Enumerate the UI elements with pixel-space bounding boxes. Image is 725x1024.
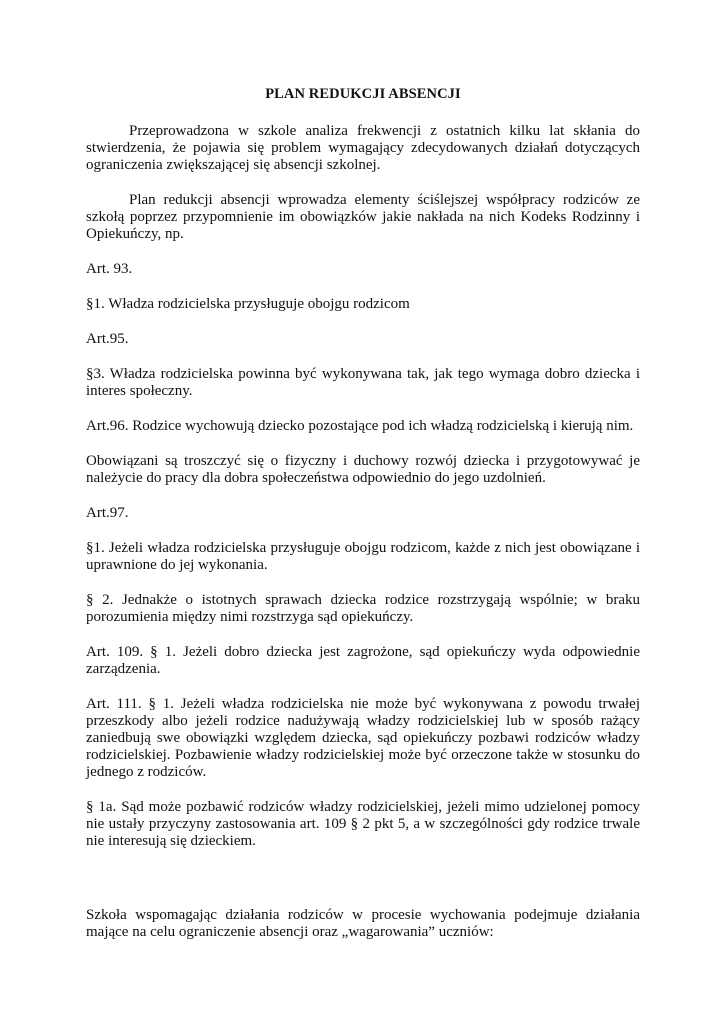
vertical-spacer [86, 868, 640, 907]
document-page [86, 86, 640, 959]
paragraph-plan: Plan redukcji absencji wprowadza elementy ściślejszej współpracy rodziców ze szkołą poprzez przypomnienie im obowiązków jakie nakłada na nich Kodeks Rodzinny i Opiekuńczy, np. [86, 192, 640, 242]
paragraph-intro: Przeprowadzona w szkole analiza frekwencji z ostatnich kilku lat skłania do stwierdzenia, że pojawia się problem wymagający zdecydowanych działań dotyczących ograniczenia zwiększającej się absencji szkolnej. [86, 123, 640, 173]
article-97-section-2: § 2. Jednakże o istotnych sprawach dziecka rodzice rozstrzygają wspólnie; w braku porozumienia między nimi rozstrzyga sąd opiekuńczy. [86, 592, 640, 625]
article-heading-93: Art. 93. [86, 261, 133, 277]
paragraph-school-actions: Szkoła wspomagając działania rodziców w procesie wychowania podejmuje działania mające na celu ograniczenie absencji oraz „wagarowania” uczniów: [86, 907, 640, 940]
article-111: Art. 111. § 1. Jeżeli władza rodzicielska nie może być wykonywana z powodu trwałej przeszkody albo jeżeli rodzice nadużywają władzy rodzicielskiej lub w sposób rażący zaniedbują swe obowiązki względem dziecka, sąd opiekuńczy pozbawi rodziców władzy rodzicielskiej. Pozbawienie władzy rodzicielskiej może być orzeczone także w stosunku do jednego z rodziców. [86, 696, 640, 780]
article-heading-97: Art.97. [86, 505, 129, 521]
article-96-continued: Obowiązani są troszczyć się o fizyczny i duchowy rozwój dziecka i przygotowywać je należycie do pracy dla dobra społeczeństwa odpowiednio do jego uzdolnień. [86, 453, 640, 486]
article-97-section-1: §1. Jeżeli władza rodzicielska przysługuje obojgu rodzicom, każde z nich jest obowiązane i uprawnione do jej wykonania. [86, 540, 640, 573]
article-96: Art.96. Rodzice wychowują dziecko pozostające pod ich władzą rodzicielską i kierują nim. [86, 418, 634, 434]
article-109: Art. 109. § 1. Jeżeli dobro dziecka jest zagrożone, sąd opiekuńczy wyda odpowiednie zarządzenia. [86, 644, 640, 677]
article-111-section-1a: § 1a. Sąd może pozbawić rodziców władzy rodzicielskiej, jeżeli mimo udzielonej pomocy nie ustały przyczyny zastosowania art. 109 § 2 pkt 5, a w szczególności gdy rodzice trwale nie interesują się dzieckiem. [86, 799, 640, 849]
article-95-section-3: §3. Władza rodzicielska powinna być wykonywana tak, jak tego wymaga dobro dziecka i interes społeczny. [86, 366, 640, 399]
document-title: PLAN REDUKCJI ABSENCJI [265, 86, 461, 102]
article-heading-95: Art.95. [86, 331, 129, 347]
article-93-section-1: §1. Władza rodzicielska przysługuje obojgu rodzicom [86, 296, 410, 312]
